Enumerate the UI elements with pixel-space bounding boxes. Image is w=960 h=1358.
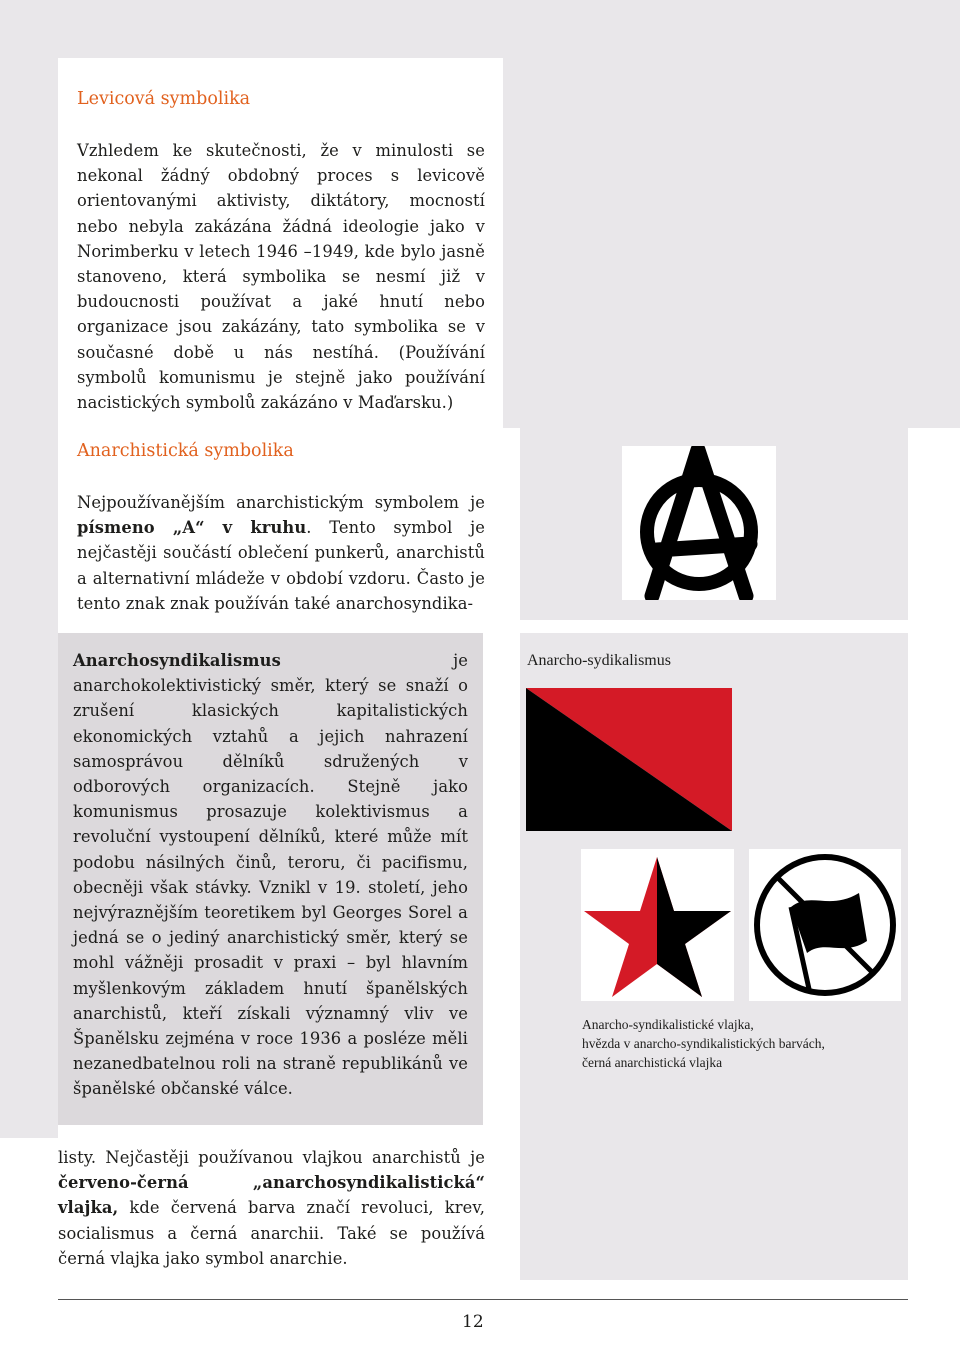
top-band [0, 0, 960, 58]
left-band [0, 58, 58, 1138]
figure-caption [582, 1015, 902, 1072]
black-flag-circle-icon [749, 849, 901, 1001]
page-number: 12 [462, 1312, 484, 1332]
caption-line-3: černá anarchistická vlajka [582, 1055, 723, 1070]
heading-levicova: Levicová symbolika [77, 89, 251, 109]
paragraph-anarchisticka [58, 490, 485, 616]
red-black-flag-icon [526, 688, 732, 831]
footer-rule [58, 1299, 908, 1300]
paragraph-continued [58, 1145, 485, 1271]
text-start: Nejpoužívanějším anarchistickým symbolem je [77, 493, 485, 512]
text-end: . Tento symbol je nejčastěji součástí oblečení punkerů, anarchistů a alternativní mládeže v období vzdoru. Často je tento znak znak používán také anarchosyndika- [77, 518, 485, 613]
sidebox-text [73, 648, 468, 1102]
text-bold: písmeno „A“ v kruhu [77, 518, 307, 538]
flag-title: Anarcho-sydikalismus [527, 652, 671, 669]
continued-end: kde červená barva značí revoluci, krev, socialismus a černá anarchii. Také se používá černá vlajka jako symbol anarchie. [58, 1198, 485, 1268]
continued-start: listy. Nejčastěji používanou vlajkou anarchistů je [58, 1148, 485, 1167]
caption-line-2: hvězda v anarcho-syndikalistických barvách, [582, 1036, 825, 1051]
caption-line-1: Anarcho-syndikalistické vlajka, [582, 1017, 754, 1032]
sidebox-body: je anarchokolektivistický směr, který se snaží o zrušení klasických kapitalistických ekonomických vztahů a jejich nahrazení samosprávou dělníků sdružených v odborových organizacích. Stejně jako komunismus prosazuje kolektivismus a revoluční vystoupení dělníků, které může mít podobu násilných činů, teroru, či pacifismu, obecněji však stávky. Vznikl v 19. století, jeho nejvýraznějším teoretikem byl Georges Sorel a jedná se o jediný anarchistický směr, který se mohl vážněji prosadit v praxi – byl hlavním myšlenkovým základem hnutí španělských anarchistů, kteří získali významný vliv ve Španělsku zejména v roce 1936 a posléze měli nezanedbatelnou roli na straně republikánů ve španělské občanské válce. [73, 651, 468, 1099]
circle-a-icon [622, 446, 776, 600]
sidebox-term: Anarchosyndikalismus [73, 651, 281, 670]
red-black-star-icon [581, 849, 734, 1001]
heading-anarchisticka: Anarchistická symbolika [77, 441, 294, 461]
paragraph-levicova: Vzhledem ke skutečnosti, že v minulosti se nekonal žádný obdobný proces s levicově orientovanými aktivisty, diktátory, mocností nebo nebyla zakázána žádná ideologie jako v Norimberku v letech 1946 –1949, kde bylo jasně stanoveno, která symbolika se nesmí již v budoucnosti používat a jaké hnutí nebo organizace jsou zakázány, tato symbolika se v současné době u nás nestíhá. (Používání symbolů komunismu je stejně jako používání nacistických symbolů zakázáno v Maďarsku.) [77, 141, 485, 413]
continued-bold: červeno-černá „anarchosyndikalistická“ vlajka, [58, 1173, 485, 1218]
right-band [503, 58, 960, 428]
